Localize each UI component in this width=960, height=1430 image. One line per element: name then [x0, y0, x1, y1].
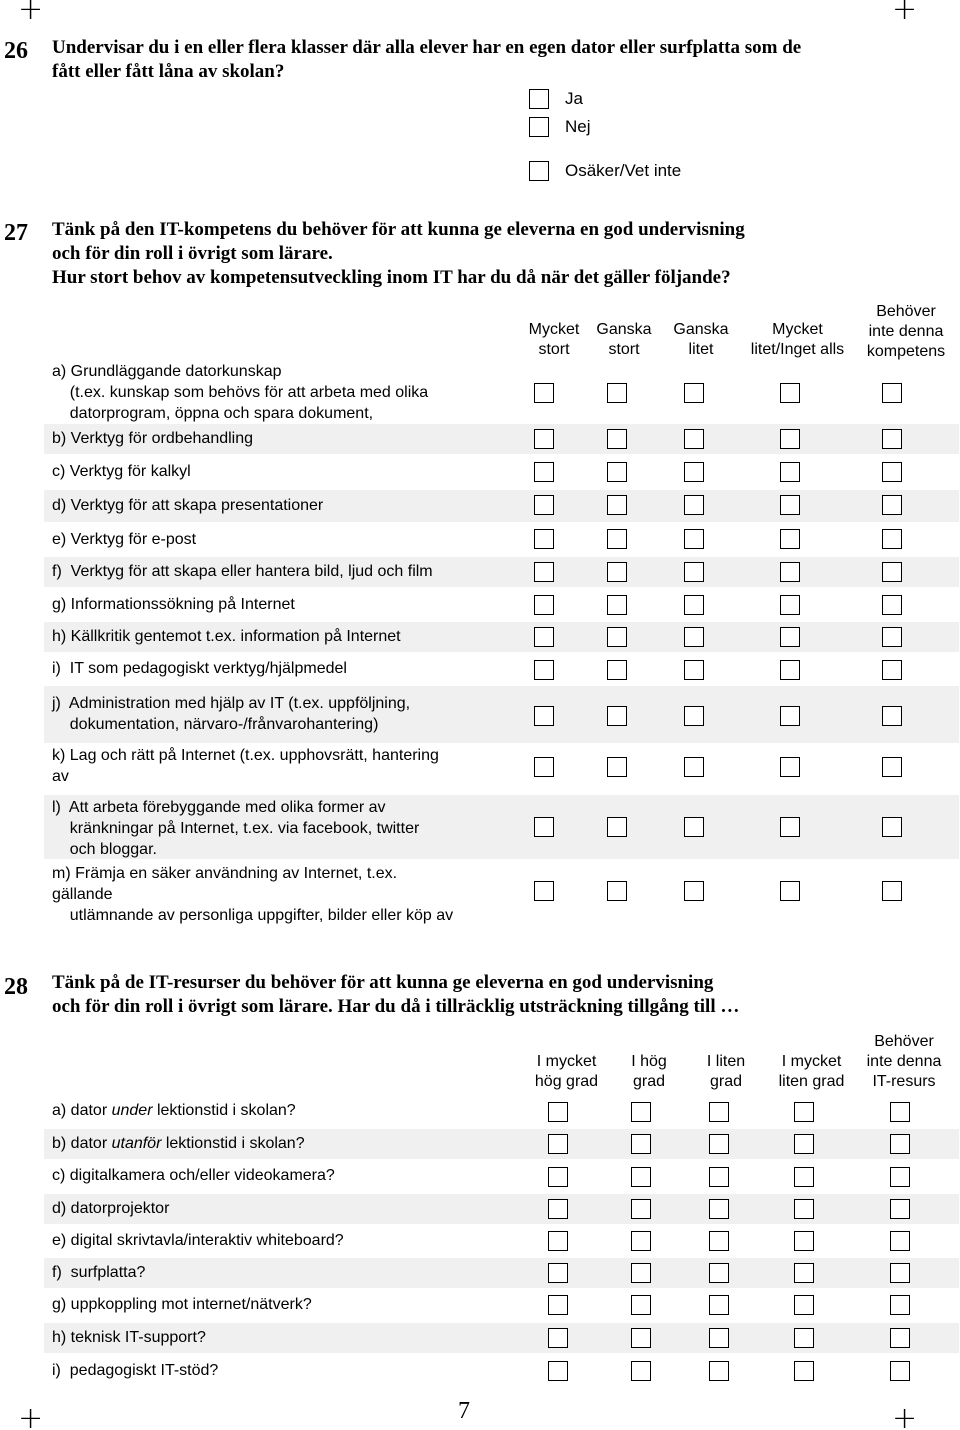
answer-checkbox[interactable] [890, 1199, 910, 1219]
answer-checkbox[interactable] [534, 562, 554, 582]
answer-checkbox[interactable] [882, 881, 902, 901]
row-label-fragment: lektionstid i skolan? [161, 1135, 305, 1152]
answer-checkbox[interactable] [534, 706, 554, 726]
row-label-line: l) Att arbeta förebyggande med olika former av [52, 799, 386, 816]
question-27-number: 27 [4, 220, 28, 246]
answer-checkbox[interactable] [890, 1263, 910, 1283]
row-label [52, 658, 347, 679]
answer-checkbox[interactable] [607, 706, 627, 726]
header-line: Ganska [596, 321, 652, 338]
q27-table [44, 298, 959, 928]
answer-checkbox[interactable] [780, 817, 800, 837]
answer-checkbox[interactable] [684, 495, 704, 515]
answer-checkbox[interactable] [709, 1295, 729, 1315]
row-label-line [52, 1133, 305, 1154]
answer-checkbox[interactable] [780, 495, 800, 515]
registration-mark-top-right: + [892, 0, 918, 27]
row-label [52, 428, 253, 449]
answer-checkbox[interactable] [548, 1231, 568, 1251]
row-label-line: gällande [52, 886, 113, 903]
q28-table [44, 1030, 959, 1390]
question-27-line: Tänk på den IT-kompetens du behöver för att kunna ge eleverna en god undervisning [52, 219, 745, 240]
answer-checkbox[interactable] [882, 595, 902, 615]
answer-checkbox[interactable] [890, 1134, 910, 1154]
header-line: hög grad [534, 1073, 599, 1090]
answer-checkbox[interactable] [631, 1263, 651, 1283]
answer-checkbox[interactable] [631, 1361, 651, 1381]
row-label [52, 594, 295, 615]
table-row [44, 1162, 959, 1192]
table-row [44, 1129, 959, 1159]
answer-checkbox[interactable] [794, 1199, 814, 1219]
q28-header-mycket-hog [519, 1052, 614, 1092]
answer-checkbox[interactable] [882, 529, 902, 549]
row-label-line: i) pedagogiskt IT-stöd? [52, 1362, 219, 1379]
header-line: liten grad [778, 1073, 845, 1090]
answer-checkbox[interactable] [684, 595, 704, 615]
answer-checkbox[interactable] [780, 529, 800, 549]
answer-checkbox[interactable] [882, 817, 902, 837]
row-label [52, 361, 428, 424]
header-line: litet [688, 341, 714, 358]
row-label-line: m) Främja en säker användning av Internet, t.ex. [52, 865, 398, 882]
table-row [44, 457, 959, 488]
row-label [52, 1294, 312, 1315]
answer-checkbox[interactable] [631, 1134, 651, 1154]
header-line: kompetens [866, 343, 946, 360]
row-label [52, 529, 196, 550]
answer-checkbox[interactable] [548, 1361, 568, 1381]
question-26-number: 26 [4, 38, 28, 64]
answer-checkbox[interactable] [780, 627, 800, 647]
question-26-text [52, 36, 932, 84]
header-line: I mycket [781, 1053, 842, 1070]
answer-checkbox[interactable] [709, 1167, 729, 1187]
row-label [52, 1360, 218, 1381]
answer-checkbox[interactable] [534, 429, 554, 449]
q28-header-behover-inte [854, 1032, 954, 1092]
answer-checkbox[interactable] [794, 1231, 814, 1251]
answer-checkbox[interactable] [607, 881, 627, 901]
row-label-line: h) Källkritik gentemot t.ex. information på Internet [52, 628, 401, 645]
row-label [52, 1165, 335, 1186]
row-label [52, 863, 453, 926]
row-label-fragment: utanför [111, 1135, 162, 1152]
answer-checkbox[interactable] [631, 1328, 651, 1348]
answer-checkbox[interactable] [780, 595, 800, 615]
answer-checkbox[interactable] [534, 383, 554, 403]
header-line: litet/Inget alls [750, 341, 845, 358]
answer-checkbox[interactable] [684, 757, 704, 777]
answer-checkbox[interactable] [548, 1167, 568, 1187]
answer-checkbox[interactable] [631, 1167, 651, 1187]
header-line: I hög [631, 1053, 667, 1070]
q26-option-osaker[interactable] [529, 161, 681, 181]
table-row [44, 861, 959, 927]
row-label-line: dokumentation, närvaro-/frånvarohantering) [52, 716, 379, 733]
row-label [52, 461, 191, 482]
answer-checkbox[interactable] [548, 1134, 568, 1154]
q28-header-hog [609, 1052, 689, 1092]
header-line: IT-resurs [872, 1073, 936, 1090]
table-row [44, 424, 959, 454]
row-label [52, 797, 419, 860]
answer-checkbox[interactable] [709, 1328, 729, 1348]
header-line: Mycket [528, 321, 580, 338]
table-row [44, 655, 959, 685]
answer-checkbox[interactable] [709, 1134, 729, 1154]
header-line: stort [538, 341, 570, 358]
answer-checkbox[interactable] [882, 383, 902, 403]
table-row [44, 622, 959, 652]
question-26-line: Undervisar du i en eller flera klasser där alla elever har en egen dator eller surfplatta som de [52, 37, 802, 58]
answer-checkbox[interactable] [534, 595, 554, 615]
option-label: Nej [565, 117, 591, 136]
q27-header-mycket-stort [514, 320, 594, 360]
table-row [44, 490, 959, 522]
row-label-line: b) Verktyg för ordbehandling [52, 430, 254, 447]
row-label [52, 1198, 169, 1219]
answer-checkbox[interactable] [631, 1199, 651, 1219]
answer-checkbox[interactable] [684, 706, 704, 726]
answer-checkbox[interactable] [548, 1102, 568, 1122]
row-label-line: i) IT som pedagogiskt verktyg/hjälpmedel [52, 660, 347, 677]
answer-checkbox[interactable] [794, 1102, 814, 1122]
answer-checkbox[interactable] [534, 462, 554, 482]
row-label-line: g) Informationssökning på Internet [52, 596, 295, 613]
header-line: grad [632, 1073, 666, 1090]
row-label [52, 1262, 145, 1283]
row-label-line: d) Verktyg för att skapa presentationer [52, 497, 324, 514]
row-label-line: g) uppkoppling mot internet/nätverk? [52, 1296, 312, 1313]
answer-checkbox[interactable] [534, 817, 554, 837]
answer-checkbox[interactable] [882, 627, 902, 647]
answer-checkbox[interactable] [631, 1102, 651, 1122]
row-label-line: e) digital skrivtavla/interaktiv whiteboard? [52, 1232, 344, 1249]
answer-checkbox[interactable] [794, 1328, 814, 1348]
question-28-number: 28 [4, 974, 28, 1000]
answer-checkbox[interactable] [607, 383, 627, 403]
row-label-line: j) Administration med hjälp av IT (t.ex. uppföljning, [52, 695, 411, 712]
row-label [52, 1100, 296, 1121]
answer-checkbox[interactable] [607, 660, 627, 680]
header-line: Behöver [874, 1033, 934, 1050]
answer-checkbox[interactable] [607, 429, 627, 449]
option-label: Ja [565, 89, 583, 108]
answer-checkbox[interactable] [890, 1295, 910, 1315]
registration-mark-bottom-left: + [18, 1401, 44, 1430]
table-row [44, 590, 959, 620]
answer-checkbox[interactable] [607, 595, 627, 615]
row-label-line: k) Lag och rätt på Internet (t.ex. upphovsrätt, hantering [52, 747, 439, 764]
table-row [44, 525, 959, 555]
answer-checkbox[interactable] [780, 881, 800, 901]
row-label [52, 626, 401, 647]
answer-checkbox[interactable] [684, 627, 704, 647]
table-row [44, 686, 959, 743]
answer-checkbox[interactable] [890, 1361, 910, 1381]
row-label [52, 1327, 206, 1348]
row-label [52, 1230, 344, 1251]
registration-mark-top-left: + [18, 0, 44, 27]
answer-checkbox[interactable] [684, 383, 704, 403]
q27-header-mycket-litet [744, 320, 851, 360]
table-row [44, 1194, 959, 1224]
table-row [44, 557, 959, 587]
answer-checkbox[interactable] [534, 627, 554, 647]
q26-option-nej[interactable] [529, 117, 591, 137]
answer-checkbox[interactable] [794, 1167, 814, 1187]
row-label-line: c) digitalkamera och/eller videokamera? [52, 1167, 335, 1184]
answer-checkbox[interactable] [890, 1102, 910, 1122]
question-27-text [52, 218, 932, 290]
row-label-line: c) Verktyg för kalkyl [52, 463, 191, 480]
answer-checkbox[interactable] [882, 757, 902, 777]
row-label-line [52, 1100, 296, 1121]
answer-checkbox[interactable] [882, 462, 902, 482]
q28-header-mycket-liten [764, 1052, 859, 1092]
answer-checkbox[interactable] [684, 562, 704, 582]
answer-checkbox[interactable] [684, 462, 704, 482]
answer-checkbox[interactable] [548, 1199, 568, 1219]
answer-checkbox[interactable] [780, 660, 800, 680]
answer-checkbox[interactable] [882, 660, 902, 680]
header-line: Behöver [876, 303, 936, 320]
row-label [52, 495, 323, 516]
row-label-line: h) teknisk IT-support? [52, 1329, 206, 1346]
question-27-line: och för din roll i övrigt som lärare. [52, 243, 333, 264]
table-row [44, 795, 959, 859]
checkbox[interactable] [529, 161, 549, 181]
table-row [44, 1323, 959, 1353]
answer-checkbox[interactable] [607, 529, 627, 549]
answer-checkbox[interactable] [709, 1263, 729, 1283]
answer-checkbox[interactable] [607, 462, 627, 482]
checkbox[interactable] [529, 89, 549, 109]
answer-checkbox[interactable] [684, 881, 704, 901]
answer-checkbox[interactable] [794, 1134, 814, 1154]
row-label [52, 745, 439, 793]
answer-checkbox[interactable] [631, 1231, 651, 1251]
answer-checkbox[interactable] [709, 1231, 729, 1251]
row-label-line: datorprogram, öppna och spara dokument, [52, 405, 374, 422]
header-line: Mycket [772, 321, 823, 338]
header-line: inte denna [866, 1053, 942, 1070]
row-label-line: och bloggar. [52, 841, 157, 858]
checkbox[interactable] [529, 117, 549, 137]
row-label-line: d) datorprojektor [52, 1200, 170, 1217]
q27-header-ganska-stort [584, 320, 664, 360]
row-label [52, 1133, 305, 1154]
question-28-text [52, 971, 932, 1019]
answer-checkbox[interactable] [548, 1263, 568, 1283]
answer-checkbox[interactable] [534, 660, 554, 680]
answer-checkbox[interactable] [890, 1328, 910, 1348]
table-row [44, 745, 959, 793]
answer-checkbox[interactable] [534, 757, 554, 777]
row-label-line: f) surfplatta? [52, 1264, 146, 1281]
header-line: inte denna [868, 323, 944, 340]
row-label-fragment: lektionstid i skolan? [152, 1102, 296, 1119]
answer-checkbox[interactable] [607, 817, 627, 837]
question-27-line: Hur stort behov av kompetensutveckling inom IT har du då när det gäller följande? [52, 267, 731, 288]
answer-checkbox[interactable] [780, 757, 800, 777]
answer-checkbox[interactable] [534, 529, 554, 549]
table-row [44, 1097, 959, 1127]
page-number: 7 [458, 1398, 470, 1424]
answer-checkbox[interactable] [794, 1361, 814, 1381]
q26-option-ja[interactable] [529, 89, 583, 109]
question-26-line: fått eller fått låna av skolan? [52, 61, 285, 82]
answer-checkbox[interactable] [709, 1102, 729, 1122]
header-line: Ganska [673, 321, 729, 338]
answer-checkbox[interactable] [780, 383, 800, 403]
answer-checkbox[interactable] [631, 1295, 651, 1315]
q27-header-ganska-litet [661, 320, 741, 360]
answer-checkbox[interactable] [882, 429, 902, 449]
answer-checkbox[interactable] [709, 1361, 729, 1381]
answer-checkbox[interactable] [684, 429, 704, 449]
table-row [44, 1356, 959, 1386]
header-line: grad [709, 1073, 743, 1090]
registration-mark-bottom-right: + [892, 1401, 918, 1430]
row-label-line: utlämnande av personliga uppgifter, bilder eller köp av [52, 907, 454, 924]
answer-checkbox[interactable] [890, 1167, 910, 1187]
table-row [44, 360, 959, 422]
answer-checkbox[interactable] [709, 1199, 729, 1219]
answer-checkbox[interactable] [882, 706, 902, 726]
row-label [52, 693, 410, 735]
table-row [44, 1226, 959, 1256]
table-row [44, 1290, 959, 1320]
answer-checkbox[interactable] [780, 562, 800, 582]
row-label-fragment: a) dator [52, 1102, 112, 1119]
answer-checkbox[interactable] [794, 1263, 814, 1283]
answer-checkbox[interactable] [890, 1231, 910, 1251]
header-line: I liten [706, 1053, 746, 1070]
answer-checkbox[interactable] [607, 495, 627, 515]
answer-checkbox[interactable] [684, 529, 704, 549]
answer-checkbox[interactable] [684, 817, 704, 837]
answer-checkbox[interactable] [548, 1295, 568, 1315]
question-28-line: Tänk på de IT-resurser du behöver för att kunna ge eleverna en god undervisning [52, 972, 714, 993]
answer-checkbox[interactable] [607, 562, 627, 582]
answer-checkbox[interactable] [780, 706, 800, 726]
row-label-line: f) Verktyg för att skapa eller hantera bild, ljud och film [52, 563, 433, 580]
answer-checkbox[interactable] [607, 627, 627, 647]
answer-checkbox[interactable] [607, 757, 627, 777]
row-label-line: (t.ex. kunskap som behövs för att arbeta med olika [52, 384, 429, 401]
answer-checkbox[interactable] [882, 495, 902, 515]
row-label-line: kränkningar på Internet, t.ex. via facebook, twitter [52, 820, 420, 837]
q28-header-liten [686, 1052, 766, 1092]
row-label-fragment: under [111, 1102, 153, 1119]
answer-checkbox[interactable] [882, 562, 902, 582]
row-label-fragment: b) dator [52, 1135, 112, 1152]
row-label [52, 561, 433, 582]
header-line: stort [608, 341, 640, 358]
answer-checkbox[interactable] [780, 429, 800, 449]
answer-checkbox[interactable] [534, 495, 554, 515]
row-label-line: av [52, 768, 69, 785]
q27-header-behover-inte [856, 302, 956, 362]
row-label-line: a) Grundläggande datorkunskap [52, 363, 282, 380]
answer-checkbox[interactable] [780, 462, 800, 482]
option-label: Osäker/Vet inte [565, 161, 682, 180]
header-line: I mycket [536, 1053, 597, 1070]
question-28-line: och för din roll i övrigt som lärare. Har du då i tillräcklig utsträckning tillgång till … [52, 996, 740, 1017]
answer-checkbox[interactable] [534, 881, 554, 901]
table-row [44, 1258, 959, 1288]
answer-checkbox[interactable] [794, 1295, 814, 1315]
answer-checkbox[interactable] [684, 660, 704, 680]
row-label-line: e) Verktyg för e-post [52, 531, 197, 548]
answer-checkbox[interactable] [548, 1328, 568, 1348]
